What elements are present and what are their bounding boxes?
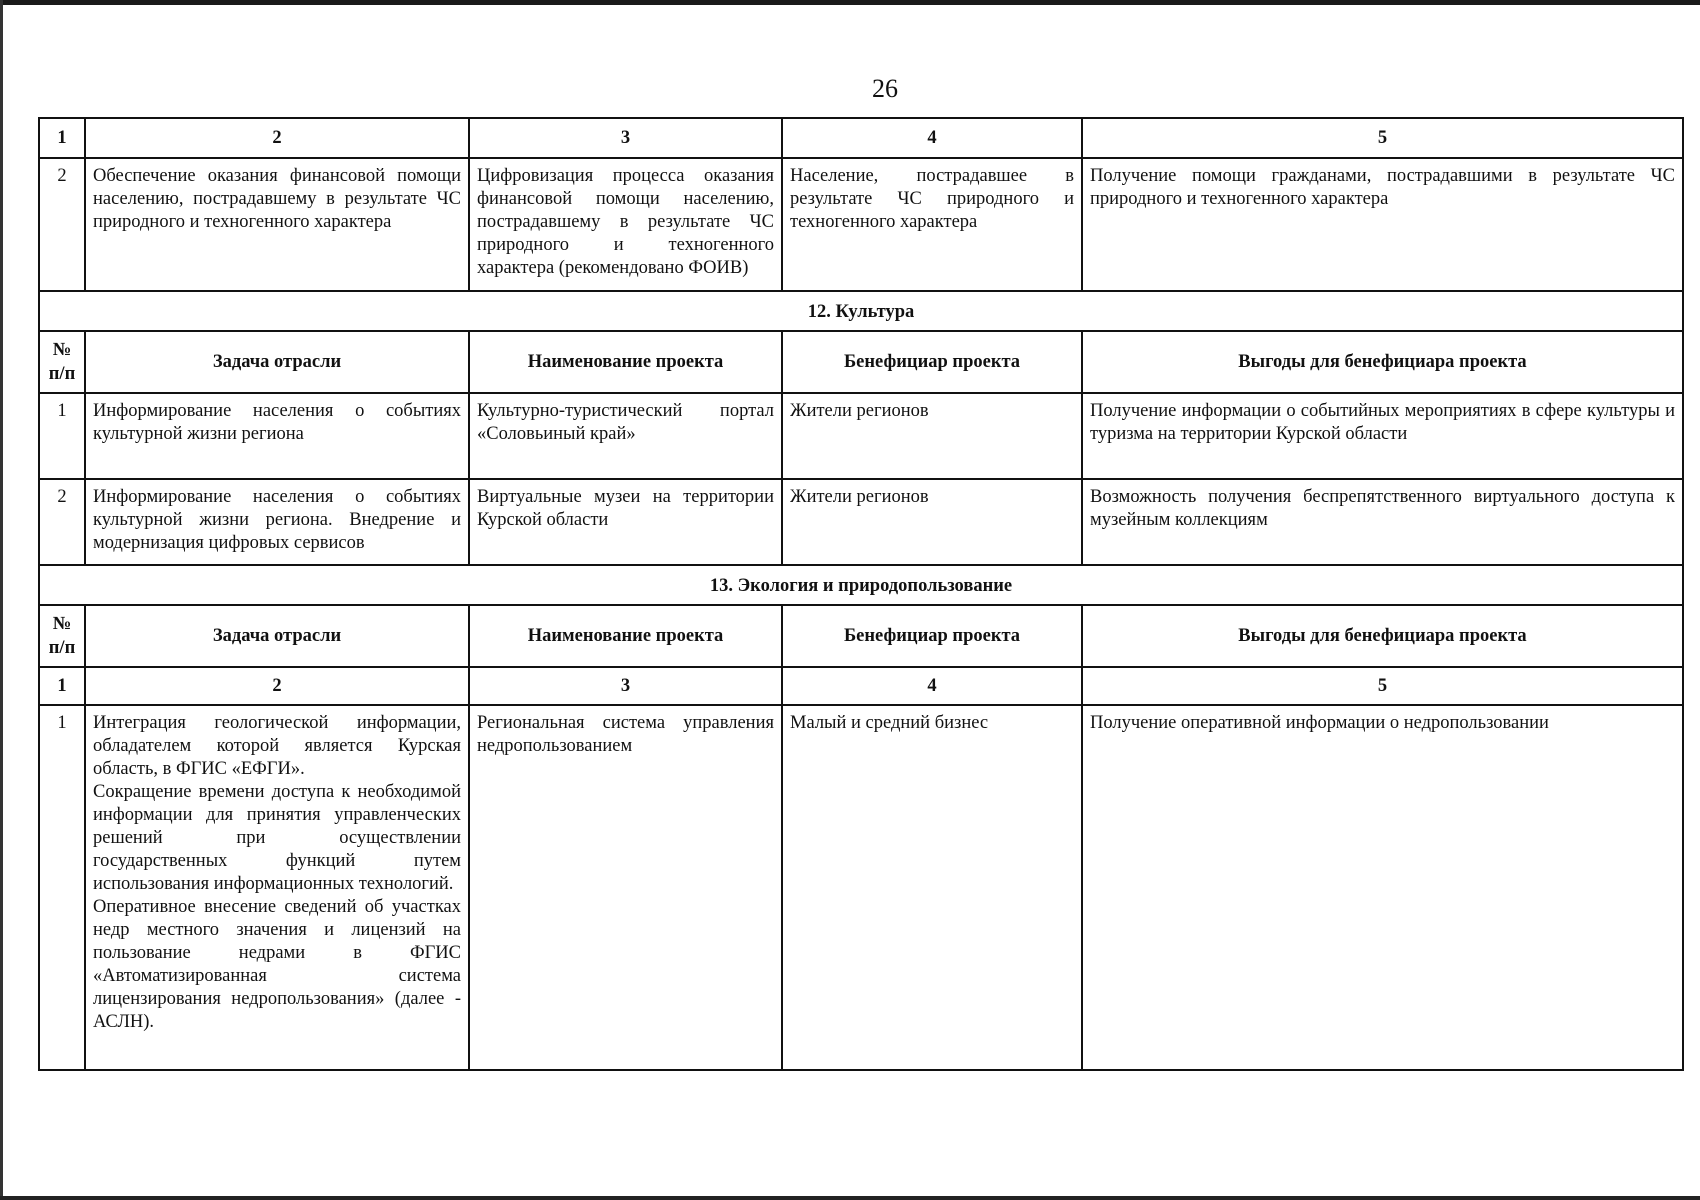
row-number: 1: [39, 705, 85, 1070]
col-number-5: 5: [1082, 118, 1683, 158]
row-number: 2: [39, 158, 85, 291]
row-task: Информирование населения о событиях культурной жизни региона: [85, 393, 469, 479]
row-task: Обеспечение оказания финансовой помощи населению, пострадавшему в результате ЧС природного и техногенного характера: [85, 158, 469, 291]
row-beneficiary: Жители регионов: [782, 479, 1082, 565]
page-number: 26: [872, 74, 898, 103]
col-number-2: 2: [85, 118, 469, 158]
scan-edge-left: [0, 0, 3, 1200]
scan-edge-top: [0, 0, 1700, 5]
row-project: Виртуальные музеи на территории Курской области: [469, 479, 782, 565]
table-row: [39, 705, 1683, 1070]
row-benefits: Получение информации о событийных мероприятиях в сфере культуры и туризма на территории Курской области: [1082, 393, 1683, 479]
table-row: [39, 393, 1683, 479]
scan-edge-bottom: [0, 1196, 1700, 1200]
col-number-4: 4: [782, 118, 1082, 158]
col-number-3: 3: [469, 667, 782, 705]
header-row: [39, 605, 1683, 667]
row-benefits: Возможность получения беспрепятственного виртуального доступа к музейным коллекциям: [1082, 479, 1683, 565]
header-beneficiary: Бенефициар проекта: [782, 605, 1082, 667]
col-number-1: 1: [39, 118, 85, 158]
row-benefits: Получение помощи гражданами, пострадавшими в результате ЧС природного и техногенного характера: [1082, 158, 1683, 291]
header-project: Наименование проекта: [469, 331, 782, 393]
section-title-row: [39, 565, 1683, 605]
header-num: № п/п: [39, 331, 85, 393]
row-number: 2: [39, 479, 85, 565]
column-number-row: [39, 118, 1683, 158]
table-row: [39, 158, 1683, 291]
row-project: Региональная система управления недропользованием: [469, 705, 782, 1070]
row-project: Цифровизация процесса оказания финансовой помощи населению, пострадавшему в результате ЧС природного и техногенного характера (рекомендовано ФОИВ): [469, 158, 782, 291]
row-beneficiary: Жители регионов: [782, 393, 1082, 479]
header-project: Наименование проекта: [469, 605, 782, 667]
col-number-4: 4: [782, 667, 1082, 705]
header-row: [39, 331, 1683, 393]
header-beneficiary: Бенефициар проекта: [782, 331, 1082, 393]
row-task: Информирование населения о событиях культурной жизни региона. Внедрение и модернизация цифровых сервисов: [85, 479, 469, 565]
col-number-5: 5: [1082, 667, 1683, 705]
section-12-title: 12. Культура: [39, 291, 1683, 331]
col-number-3: 3: [469, 118, 782, 158]
row-beneficiary: Малый и средний бизнес: [782, 705, 1082, 1070]
row-beneficiary: Население, пострадавшее в результате ЧС природного и техногенного характера: [782, 158, 1082, 291]
row-task: [85, 705, 469, 1070]
column-number-row: [39, 667, 1683, 705]
table-row: [39, 479, 1683, 565]
col-number-2: 2: [85, 667, 469, 705]
row-benefits: Получение оперативной информации о недропользовании: [1082, 705, 1683, 1070]
header-num: № п/п: [39, 605, 85, 667]
projects-table: [38, 117, 1684, 1071]
section-title-row: [39, 291, 1683, 331]
row-project: Культурно-туристический портал «Соловьиный край»: [469, 393, 782, 479]
header-benefits: Выгоды для бенефициара проекта: [1082, 331, 1683, 393]
header-task: Задача отрасли: [85, 331, 469, 393]
row-number: 1: [39, 393, 85, 479]
row-task-paragraph: Сокращение времени доступа к необходимой информации для принятия управленческих решений при осуществлении государственных функций путем использования информационных технологий.: [93, 782, 461, 894]
col-number-1: 1: [39, 667, 85, 705]
row-task-paragraph: Оперативное внесение сведений об участках недр местного значения и лицензий на пользование недрами в ФГИС «Автоматизированная система лицензирования недропользования» (далее - АСЛН).: [93, 897, 461, 1032]
section-13-title: 13. Экология и природопользование: [39, 565, 1683, 605]
row-task-paragraph: Интеграция геологической информации, обладателем которой является Курская область, в ФГИС «ЕФГИ».: [93, 713, 461, 779]
header-benefits: Выгоды для бенефициара проекта: [1082, 605, 1683, 667]
header-task: Задача отрасли: [85, 605, 469, 667]
